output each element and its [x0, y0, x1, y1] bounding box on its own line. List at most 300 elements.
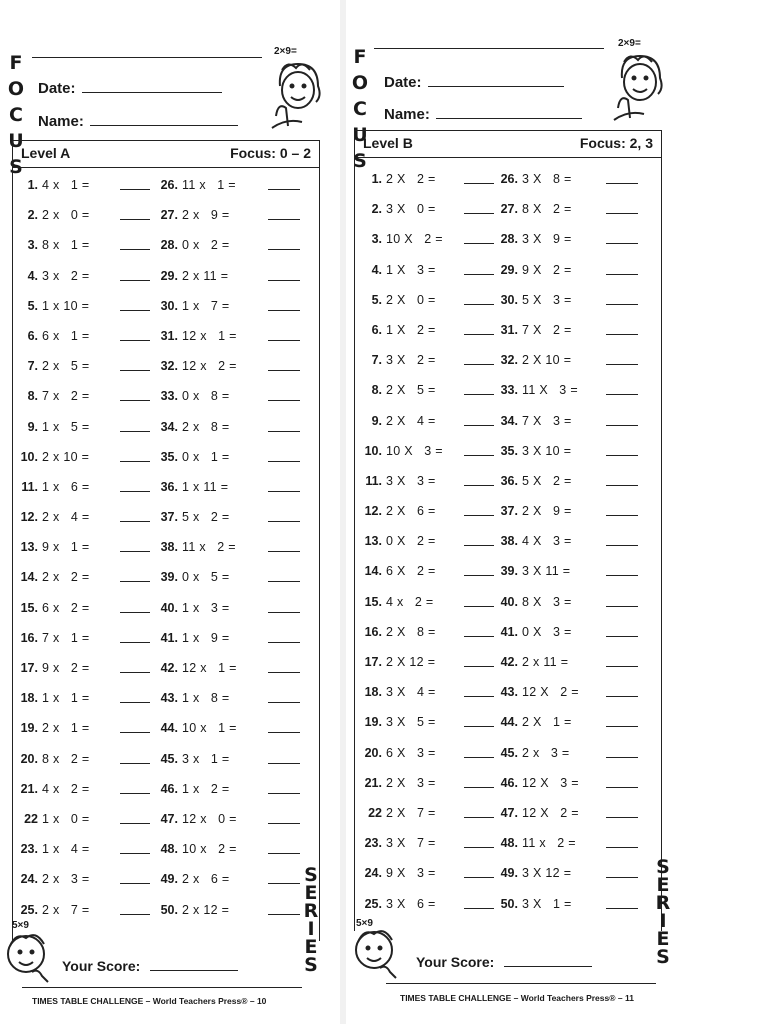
question-item — [8, 834, 160, 864]
answer-blank[interactable] — [268, 280, 300, 281]
question-number: 41. — [500, 624, 518, 639]
question-item — [488, 828, 638, 858]
answer-blank[interactable] — [606, 515, 638, 516]
question-expression: 5 x 2 = — [182, 510, 230, 525]
question-item — [352, 436, 502, 466]
focus-letter: F — [9, 52, 23, 74]
question-number: 31. — [500, 322, 518, 337]
question-item — [148, 593, 300, 623]
question-expression: 12 X 3 = — [522, 775, 579, 790]
question-number: 35. — [500, 443, 518, 458]
question-expression: 1 X 2 = — [386, 322, 436, 337]
question-number: 8. — [27, 389, 38, 404]
question-expression: 10 x 2 = — [182, 842, 237, 857]
answer-blank[interactable] — [606, 334, 638, 335]
question-expression: 2 x 11 = — [522, 655, 569, 669]
question-expression: 2 x 6 = — [182, 872, 230, 887]
question-item — [488, 798, 638, 828]
date-label: Date: — [38, 80, 76, 97]
question-number: 28. — [160, 238, 178, 253]
answer-blank[interactable] — [120, 642, 150, 643]
question-number: 13. — [364, 534, 382, 549]
date-line[interactable] — [428, 85, 564, 87]
question-item — [148, 834, 300, 864]
question-expression: 7 x 1 = — [42, 630, 90, 645]
answer-blank[interactable] — [268, 219, 300, 220]
answer-blank[interactable] — [606, 455, 638, 456]
question-number: 36. — [160, 479, 178, 494]
question-expression: 1 x 10 = — [42, 298, 90, 313]
answer-blank[interactable] — [268, 431, 300, 432]
answer-blank[interactable] — [268, 853, 300, 854]
answer-blank[interactable] — [268, 914, 300, 915]
question-item — [488, 164, 638, 194]
answer-blank[interactable] — [120, 853, 150, 854]
question-item — [488, 647, 638, 677]
answer-blank[interactable] — [120, 612, 150, 613]
answer-blank[interactable] — [606, 545, 638, 546]
answer-blank[interactable] — [120, 823, 150, 824]
question-item — [8, 230, 160, 260]
answer-blank[interactable] — [606, 908, 638, 909]
question-number: 42. — [160, 661, 178, 675]
question-item — [8, 804, 160, 834]
question-item — [352, 647, 502, 677]
answer-blank[interactable] — [268, 521, 300, 522]
answer-blank[interactable] — [268, 823, 300, 824]
question-item — [8, 532, 160, 562]
question-expression: 2 X 9 = — [522, 504, 572, 519]
question-item — [148, 562, 300, 592]
name-line[interactable] — [436, 117, 582, 119]
question-expression: 9 X 2 = — [522, 262, 572, 277]
question-number: 11. — [365, 473, 382, 488]
question-expression: 0 x 1 = — [182, 449, 230, 464]
answer-blank[interactable] — [606, 787, 638, 788]
question-expression: 3 X 1 = — [522, 896, 572, 911]
question-number: 40. — [500, 594, 518, 609]
question-item — [148, 895, 300, 925]
question-expression: 2 X 7 = — [386, 805, 436, 820]
question-number: 25. — [364, 896, 382, 911]
question-number: 46. — [500, 775, 518, 790]
answer-blank[interactable] — [606, 425, 638, 426]
question-item — [352, 285, 502, 315]
answer-blank[interactable] — [120, 521, 150, 522]
answer-blank[interactable] — [120, 370, 150, 371]
question-number: 17. — [20, 661, 38, 675]
question-expression: 2 X 4 = — [386, 413, 436, 428]
focus-letter: S — [353, 150, 367, 172]
answer-blank[interactable] — [120, 310, 150, 311]
question-item — [352, 164, 502, 194]
date-line[interactable] — [82, 91, 222, 93]
question-expression: 2 x 9 = — [182, 208, 230, 223]
answer-blank[interactable] — [268, 672, 300, 673]
question-item — [352, 194, 502, 224]
question-item — [352, 255, 502, 285]
question-item — [352, 707, 502, 737]
question-item — [8, 291, 160, 321]
question-number: 14. — [20, 570, 38, 585]
answer-blank[interactable] — [606, 726, 638, 727]
question-expression: 2 x 10 = — [42, 449, 90, 464]
question-item — [488, 194, 638, 224]
question-expression: 1 x 3 = — [182, 600, 230, 615]
question-column-left — [352, 164, 502, 919]
name-label: Name: — [38, 113, 84, 130]
question-expression: 10 x 1 = — [182, 721, 237, 736]
answer-blank[interactable] — [268, 491, 300, 492]
question-item — [148, 412, 300, 442]
answer-blank[interactable] — [606, 877, 638, 878]
question-number: 1. — [371, 172, 382, 186]
answer-blank[interactable] — [268, 702, 300, 703]
question-number: 29. — [160, 268, 178, 283]
question-number: 50. — [500, 896, 518, 911]
question-item — [148, 532, 300, 562]
answer-blank[interactable] — [268, 642, 300, 643]
question-expression: 6 X 3 = — [386, 745, 436, 760]
question-item — [148, 200, 300, 230]
question-item — [148, 683, 300, 713]
question-number: 6. — [27, 328, 38, 343]
series-letter: E — [656, 928, 670, 950]
question-expression: 2 x 3 = — [42, 872, 90, 887]
question-item — [352, 828, 502, 858]
series-letter: S — [656, 946, 670, 968]
answer-blank[interactable] — [120, 793, 150, 794]
series-letter: I — [659, 910, 667, 932]
question-item — [148, 351, 300, 381]
question-expression: 12 x 0 = — [182, 811, 237, 826]
answer-blank[interactable] — [606, 243, 638, 244]
date-field[interactable] — [384, 74, 564, 91]
answer-blank[interactable] — [120, 491, 150, 492]
question-column-right — [148, 170, 300, 925]
answer-blank[interactable] — [268, 370, 300, 371]
question-item — [8, 864, 160, 894]
question-item — [8, 200, 160, 230]
question-number: 28. — [500, 232, 518, 247]
question-expression: 8 x 1 = — [42, 238, 90, 253]
score-field[interactable] — [62, 958, 238, 974]
question-number: 23. — [20, 842, 38, 857]
answer-blank[interactable] — [606, 364, 638, 365]
answer-blank[interactable] — [268, 793, 300, 794]
question-expression: 2 X 2 = — [386, 172, 436, 186]
question-expression: 3 X 0 = — [386, 202, 436, 217]
card-header — [13, 141, 319, 168]
question-number: 44. — [160, 721, 178, 736]
focus-letter: C — [9, 104, 23, 126]
question-number: 1. — [27, 178, 38, 192]
score-label: Your Score: — [416, 954, 495, 970]
girl-mascot-icon — [266, 56, 326, 136]
question-item — [148, 170, 300, 200]
question-expression: 7 X 3 = — [522, 413, 572, 428]
answer-blank[interactable] — [120, 914, 150, 915]
answer-blank[interactable] — [268, 763, 300, 764]
question-expression: 11 x 2 = — [182, 540, 236, 555]
question-number: 9. — [27, 419, 38, 434]
answer-blank[interactable] — [268, 581, 300, 582]
question-number: 38. — [500, 534, 518, 549]
question-expression: 2 x 5 = — [42, 359, 90, 374]
question-expression: 3 X 9 = — [522, 232, 572, 247]
answer-blank[interactable] — [268, 249, 300, 250]
question-expression: 2 X 3 = — [386, 775, 436, 790]
question-number: 32. — [500, 353, 518, 368]
question-number: 5. — [371, 292, 382, 307]
series-letter: I — [307, 918, 315, 940]
answer-blank[interactable] — [120, 672, 150, 673]
question-expression: 3 x 1 = — [182, 751, 230, 766]
question-expression: 9 x 2 = — [42, 661, 90, 675]
question-item — [352, 587, 502, 617]
answer-blank[interactable] — [120, 189, 150, 190]
question-expression: 9 X 3 = — [386, 866, 436, 881]
page-footer: TIMES TABLE CHALLENGE – World Teachers Press® – 10 — [32, 996, 267, 1006]
answer-blank[interactable] — [606, 485, 638, 486]
answer-blank[interactable] — [606, 274, 638, 275]
name-field[interactable] — [38, 113, 238, 130]
question-expression: 2 x 3 = — [522, 745, 570, 760]
question-number: 8. — [371, 383, 382, 398]
answer-blank[interactable] — [606, 757, 638, 758]
question-number: 47. — [160, 811, 178, 826]
name-line[interactable] — [90, 124, 238, 126]
header-rule — [374, 48, 604, 49]
series-vertical-title — [300, 866, 322, 974]
question-expression: 3 X 11 = — [522, 564, 571, 579]
question-item — [8, 472, 160, 502]
answer-blank[interactable] — [120, 249, 150, 250]
question-number: 39. — [500, 564, 518, 579]
answer-blank[interactable] — [606, 636, 638, 637]
question-number: 27. — [500, 202, 518, 217]
question-number: 16. — [364, 624, 382, 639]
score-line[interactable] — [150, 969, 238, 971]
date-field[interactable] — [38, 80, 222, 97]
answer-blank[interactable] — [606, 666, 638, 667]
question-item — [488, 677, 638, 707]
answer-blank[interactable] — [120, 581, 150, 582]
question-number: 29. — [500, 262, 518, 277]
answer-blank[interactable] — [120, 763, 150, 764]
question-item — [148, 774, 300, 804]
question-expression: 0 X 3 = — [522, 624, 572, 639]
question-item — [488, 255, 638, 285]
focus-label: Focus: 2, 3 — [579, 135, 653, 151]
series-letter: S — [656, 856, 670, 878]
worksheet-level-b — [346, 0, 686, 1024]
question-number: 18. — [364, 685, 382, 700]
answer-blank[interactable] — [606, 575, 638, 576]
question-expression: 3 X 8 = — [522, 172, 572, 186]
question-expression: 3 X 4 = — [386, 685, 436, 700]
question-item — [352, 224, 502, 254]
answer-blank[interactable] — [120, 551, 150, 552]
question-item — [148, 713, 300, 743]
answer-blank[interactable] — [120, 219, 150, 220]
answer-blank[interactable] — [606, 213, 638, 214]
question-expression: 5 X 2 = — [522, 473, 572, 488]
boy-mascot-icon — [2, 928, 54, 986]
answer-blank[interactable] — [606, 696, 638, 697]
question-item — [488, 556, 638, 586]
question-number: 20. — [364, 745, 382, 760]
series-letter: E — [304, 936, 318, 958]
boy-mascot-icon — [350, 924, 402, 982]
question-expression: 2 x 2 = — [42, 570, 90, 585]
question-expression: 1 x 9 = — [182, 630, 230, 645]
question-number: 19. — [20, 721, 38, 736]
question-item — [8, 261, 160, 291]
answer-blank[interactable] — [120, 883, 150, 884]
question-item — [352, 858, 502, 888]
question-column-right — [488, 164, 638, 919]
question-expression: 2 X 1 = — [522, 715, 572, 730]
question-item — [148, 502, 300, 532]
question-item — [8, 562, 160, 592]
question-expression: 1 x 7 = — [182, 298, 230, 313]
question-item — [8, 895, 160, 925]
question-expression: 4 x 2 = — [386, 594, 434, 609]
answer-blank[interactable] — [120, 280, 150, 281]
question-item — [352, 496, 502, 526]
question-expression: 12 x 1 = — [182, 661, 237, 675]
answer-blank[interactable] — [120, 340, 150, 341]
footer-rule — [386, 983, 656, 984]
question-number: 19. — [364, 715, 382, 730]
question-number: 49. — [500, 866, 518, 881]
question-expression: 0 X 2 = — [386, 534, 436, 549]
focus-letter: F — [353, 46, 367, 68]
answer-blank[interactable] — [268, 461, 300, 462]
question-item — [488, 285, 638, 315]
question-item — [488, 768, 638, 798]
question-item — [488, 315, 638, 345]
question-item — [352, 406, 502, 436]
score-line[interactable] — [504, 965, 592, 967]
worksheet-level-a — [2, 0, 342, 1024]
question-expression: 12 x 1 = — [182, 328, 237, 343]
question-number: 6. — [371, 322, 382, 337]
question-number: 36. — [500, 473, 518, 488]
answer-blank[interactable] — [120, 702, 150, 703]
question-expression: 4 X 3 = — [522, 534, 572, 549]
question-item — [488, 587, 638, 617]
answer-blank[interactable] — [268, 612, 300, 613]
mascot-equation: 2×9= — [618, 38, 641, 49]
answer-blank[interactable] — [268, 883, 300, 884]
question-expression: 0 x 8 = — [182, 389, 230, 404]
question-number: 9. — [371, 413, 382, 428]
answer-blank[interactable] — [606, 183, 638, 184]
question-item — [8, 170, 160, 200]
question-item — [352, 677, 502, 707]
question-number: 27. — [160, 208, 178, 223]
question-expression: 2 x 0 = — [42, 208, 90, 223]
question-number: 37. — [160, 510, 178, 525]
question-item — [352, 375, 502, 405]
question-number: 26. — [500, 172, 518, 186]
question-expression: 3 X 10 = — [522, 443, 572, 458]
mascot-equation: 2×9= — [274, 46, 297, 57]
question-expression: 10 X 3 = — [386, 443, 443, 458]
answer-blank[interactable] — [268, 340, 300, 341]
answer-blank[interactable] — [268, 551, 300, 552]
question-item — [148, 653, 300, 683]
answer-blank[interactable] — [606, 304, 638, 305]
question-item — [352, 526, 502, 556]
question-item — [488, 466, 638, 496]
question-number: 21. — [20, 781, 38, 796]
question-item — [8, 593, 160, 623]
question-expression: 6 x 1 = — [42, 328, 90, 343]
question-expression: 11 x 2 = — [522, 836, 576, 851]
answer-blank[interactable] — [268, 732, 300, 733]
answer-blank[interactable] — [268, 400, 300, 401]
question-expression: 3 x 2 = — [42, 268, 90, 283]
question-number: 33. — [500, 383, 518, 398]
score-field[interactable] — [416, 954, 592, 970]
focus-letter: S — [9, 156, 23, 178]
question-expression: 2 x 11 = — [182, 268, 229, 283]
question-expression: 6 X 2 = — [386, 564, 436, 579]
question-item — [8, 381, 160, 411]
question-item — [488, 224, 638, 254]
answer-blank[interactable] — [120, 461, 150, 462]
name-field[interactable] — [384, 106, 582, 123]
answer-blank[interactable] — [606, 606, 638, 607]
answer-blank[interactable] — [120, 400, 150, 401]
question-number: 35. — [160, 449, 178, 464]
question-item — [8, 321, 160, 351]
question-expression: 12 x 2 = — [182, 359, 237, 374]
question-number: 15. — [364, 594, 382, 609]
question-expression: 2 X 6 = — [386, 504, 436, 519]
card-header — [355, 131, 661, 158]
question-expression: 3 X 2 = — [386, 353, 436, 368]
question-number: 7. — [371, 353, 382, 368]
answer-blank[interactable] — [606, 817, 638, 818]
question-number: 34. — [500, 413, 518, 428]
question-expression: 4 x 2 = — [42, 781, 90, 796]
question-item — [488, 406, 638, 436]
question-expression: 2 X 10 = — [522, 353, 572, 368]
answer-blank[interactable] — [268, 310, 300, 311]
question-item — [148, 864, 300, 894]
question-item — [148, 472, 300, 502]
question-item — [488, 345, 638, 375]
question-expression: 7 x 2 = — [42, 389, 90, 404]
answer-blank[interactable] — [606, 847, 638, 848]
question-number: 12. — [20, 510, 38, 525]
question-expression: 1 x 0 = — [42, 811, 90, 826]
question-expression: 3 X 6 = — [386, 896, 436, 911]
answer-blank[interactable] — [606, 394, 638, 395]
question-item — [488, 436, 638, 466]
question-expression: 1 x 2 = — [182, 781, 230, 796]
answer-blank[interactable] — [120, 732, 150, 733]
question-number: 11. — [21, 479, 38, 494]
answer-blank[interactable] — [268, 189, 300, 190]
question-number: 13. — [20, 540, 38, 555]
answer-blank[interactable] — [120, 431, 150, 432]
question-expression: 11 x 1 = — [182, 178, 236, 192]
